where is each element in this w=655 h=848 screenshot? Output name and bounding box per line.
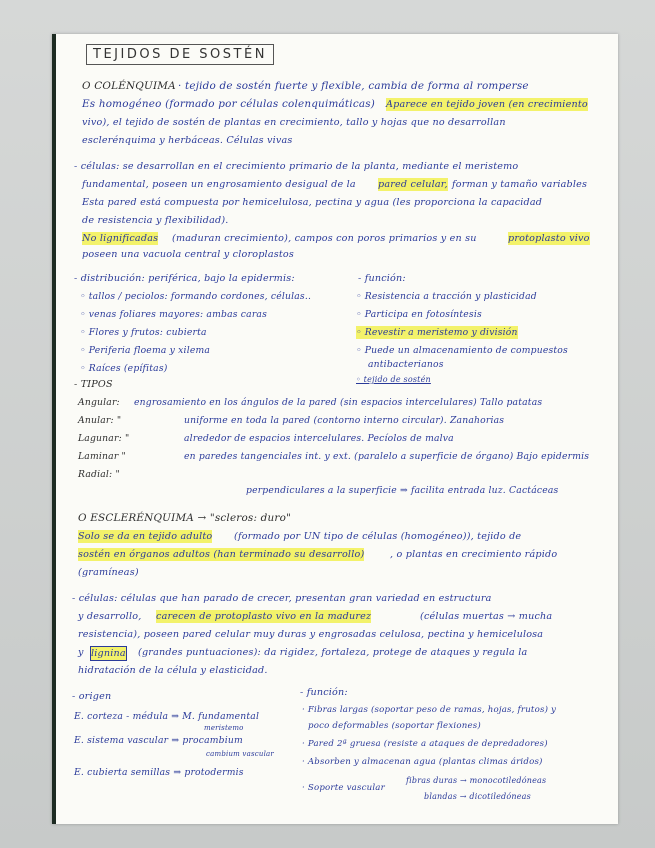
colenquima-cells-line-4: de resistencia y flexibilidad).	[82, 215, 229, 226]
esclerenquima-line-2a: sostén en órganos adultos (han terminado su desarrollo)	[78, 549, 365, 560]
origen-heading: - origen	[72, 691, 112, 702]
esclerenquima-cells-line-4c: (grandes puntuaciones): da rigidez, fortaleza, protege de ataques y regula la	[138, 647, 528, 658]
tipo-desc: perpendiculares a la superficie ⇒ facilita entrada luz. Cactáceas	[246, 485, 559, 496]
esclerenquima-cells-line-5: hidratación de la célula y elasticidad.	[78, 665, 268, 676]
esclerenquima-line-2b: , o plantas en crecimiento rápido	[390, 549, 558, 560]
esclerenquima-cells-line-2a: y desarrollo,	[78, 611, 142, 622]
notebook-page	[52, 34, 618, 824]
esclerenquima-cells-line-4b: lignina	[91, 648, 126, 659]
origen-item: E. cubierta semillas ⇒ protodermis	[74, 767, 244, 778]
esclerenquima-cells-line-4a: y	[78, 647, 84, 658]
distribucion-item: ◦ Raíces (epífitas)	[80, 363, 168, 374]
esclerenquima-funcion-heading: - función:	[300, 687, 348, 698]
colenquima-cells-line-2b: pared celular,	[378, 179, 448, 190]
distribucion-item: ◦ Periferia floema y xilema	[80, 345, 211, 356]
colenquima-heading: O COLÉNQUIMA	[82, 80, 176, 92]
colenquima-cells-line-5c: protoplasto vivo	[508, 233, 590, 244]
origen-item: E. sistema vascular ⇒ procambium	[74, 735, 243, 746]
funcion-item: ◦ Resistencia a tracción y plasticidad	[356, 291, 537, 302]
esclerenquima-subitem: blandas → dicotiledóneas	[424, 792, 531, 801]
distribucion-item: ◦ tallos / peciolos: formando cordones, células..	[80, 291, 312, 302]
distribucion-item: ◦ Flores y frutos: cubierta	[80, 327, 207, 338]
tipo-desc: en paredes tangenciales int. y ext. (paralelo a superficie de órgano) Bajo epidermis	[184, 451, 590, 462]
esclerenquima-line-1b: (formado por UN tipo de células (homogéneo)), tejido de	[234, 531, 522, 542]
colenquima-cells-line-1: - células: se desarrollan en el crecimiento primario de la planta, mediante el meristemo	[74, 161, 519, 172]
esclerenquima-line-1a: Solo se da en tejido adulto	[78, 531, 213, 542]
esclerenquima-funcion-item: · Soporte vascular	[302, 783, 385, 793]
tipo-desc: uniforme en toda la pared (contorno interno circular). Zanahorias	[184, 415, 505, 426]
funcion-item: ◦ Puede un almacenamiento de compuestos	[356, 345, 568, 356]
esclerenquima-cells-line-2c: (células muertas → mucha	[420, 611, 553, 622]
distribucion-item: ◦ venas foliares mayores: ambas caras	[80, 309, 268, 320]
tipo-name: Laminar "	[78, 451, 126, 462]
tipo-name: Angular:	[78, 397, 120, 408]
colenquima-cells-line-5b: (maduran crecimiento), campos con poros primarios y en su	[172, 233, 477, 244]
colenquima-line-4: esclerénquima y herbáceas. Células vivas	[82, 135, 293, 146]
esclerenquima-funcion-item: · Absorben y almacenan agua (plantas climas áridos)	[302, 757, 543, 767]
tipo-desc: alrededor de espacios intercelulares. Pecíolos de malva	[184, 433, 454, 444]
tipo-name: Lagunar: "	[78, 433, 130, 444]
colenquima-line-1: · tejido de sostén fuerte y flexible, cambia de forma al romperse	[178, 80, 529, 92]
funcion-item: antibacterianos	[368, 359, 444, 370]
funcion-item: ◦ Participa en fotosíntesis	[356, 309, 482, 320]
colenquima-line-3: vivo), el tejido de sostén de plantas en crecimiento, tallo y hojas que no desarrollan	[82, 117, 506, 128]
colenquima-line-2a: Es homogéneo (formado por células colenquimáticas)	[82, 98, 376, 110]
esclerenquima-funcion-item: poco deformables (soportar flexiones)	[308, 721, 481, 731]
esclerenquima-funcion-item: · Pared 2ª gruesa (resiste a ataques de depredadores)	[302, 739, 548, 749]
funcion-item: ◦ Revestir a meristemo y división	[356, 327, 518, 338]
origen-note: meristemo	[204, 724, 244, 732]
esclerenquima-subitem: fibras duras → monocotiledóneas	[406, 776, 547, 785]
colenquima-cells-line-3: Esta pared está compuesta por hemicelulosa, pectina y agua (les proporciona la capacidad	[82, 197, 543, 208]
tipo-desc: engrosamiento en los ángulos de la pared (sin espacios intercelulares) Tallo patatas	[134, 397, 543, 408]
esclerenquima-funcion-item: · Fibras largas (soportar peso de ramas, hojas, frutos) y	[302, 705, 557, 715]
esclerenquima-cells-line-3: resistencia), poseen pared celular muy duras y engrosadas celulosa, pectina y hemicelulosa	[78, 629, 544, 640]
esclerenquima-cells-line-1: - células: células que han parado de crecer, presentan gran variedad en estructura	[72, 593, 492, 604]
page-title: TEJIDOS DE SOSTÉN	[86, 44, 274, 65]
esclerenquima-cells-line-2b: carecen de protoplasto vivo en la madurez	[156, 611, 372, 622]
tipo-name: Radial: "	[78, 469, 120, 480]
colenquima-cells-line-2c: forman y tamaño variables	[452, 179, 588, 190]
tipos-heading: - TIPOS	[74, 379, 113, 390]
colenquima-cells-line-2a: fundamental, poseen un engrosamiento desigual de la	[82, 179, 356, 190]
esclerenquima-heading: O ESCLERÉNQUIMA → "scleros: duro"	[78, 512, 292, 524]
funcion-heading: - función:	[358, 273, 406, 284]
origen-item: E. corteza - médula ⇒ M. fundamental	[74, 711, 260, 722]
colenquima-cells-line-5a: No lignificadas	[82, 233, 159, 244]
colenquima-line-2b: Aparece en tejido joven (en crecimiento	[386, 99, 588, 110]
esclerenquima-line-3: (gramíneas)	[78, 567, 139, 578]
colenquima-cells-line-6: poseen una vacuola central y cloroplastos	[82, 249, 295, 260]
funcion-item: ◦ tejido de sostén	[356, 375, 431, 384]
distribucion-heading: - distribución: periférica, bajo la epidermis:	[74, 273, 295, 284]
tipo-name: Anular: "	[78, 415, 122, 426]
origen-note: cambium vascular	[206, 750, 274, 758]
